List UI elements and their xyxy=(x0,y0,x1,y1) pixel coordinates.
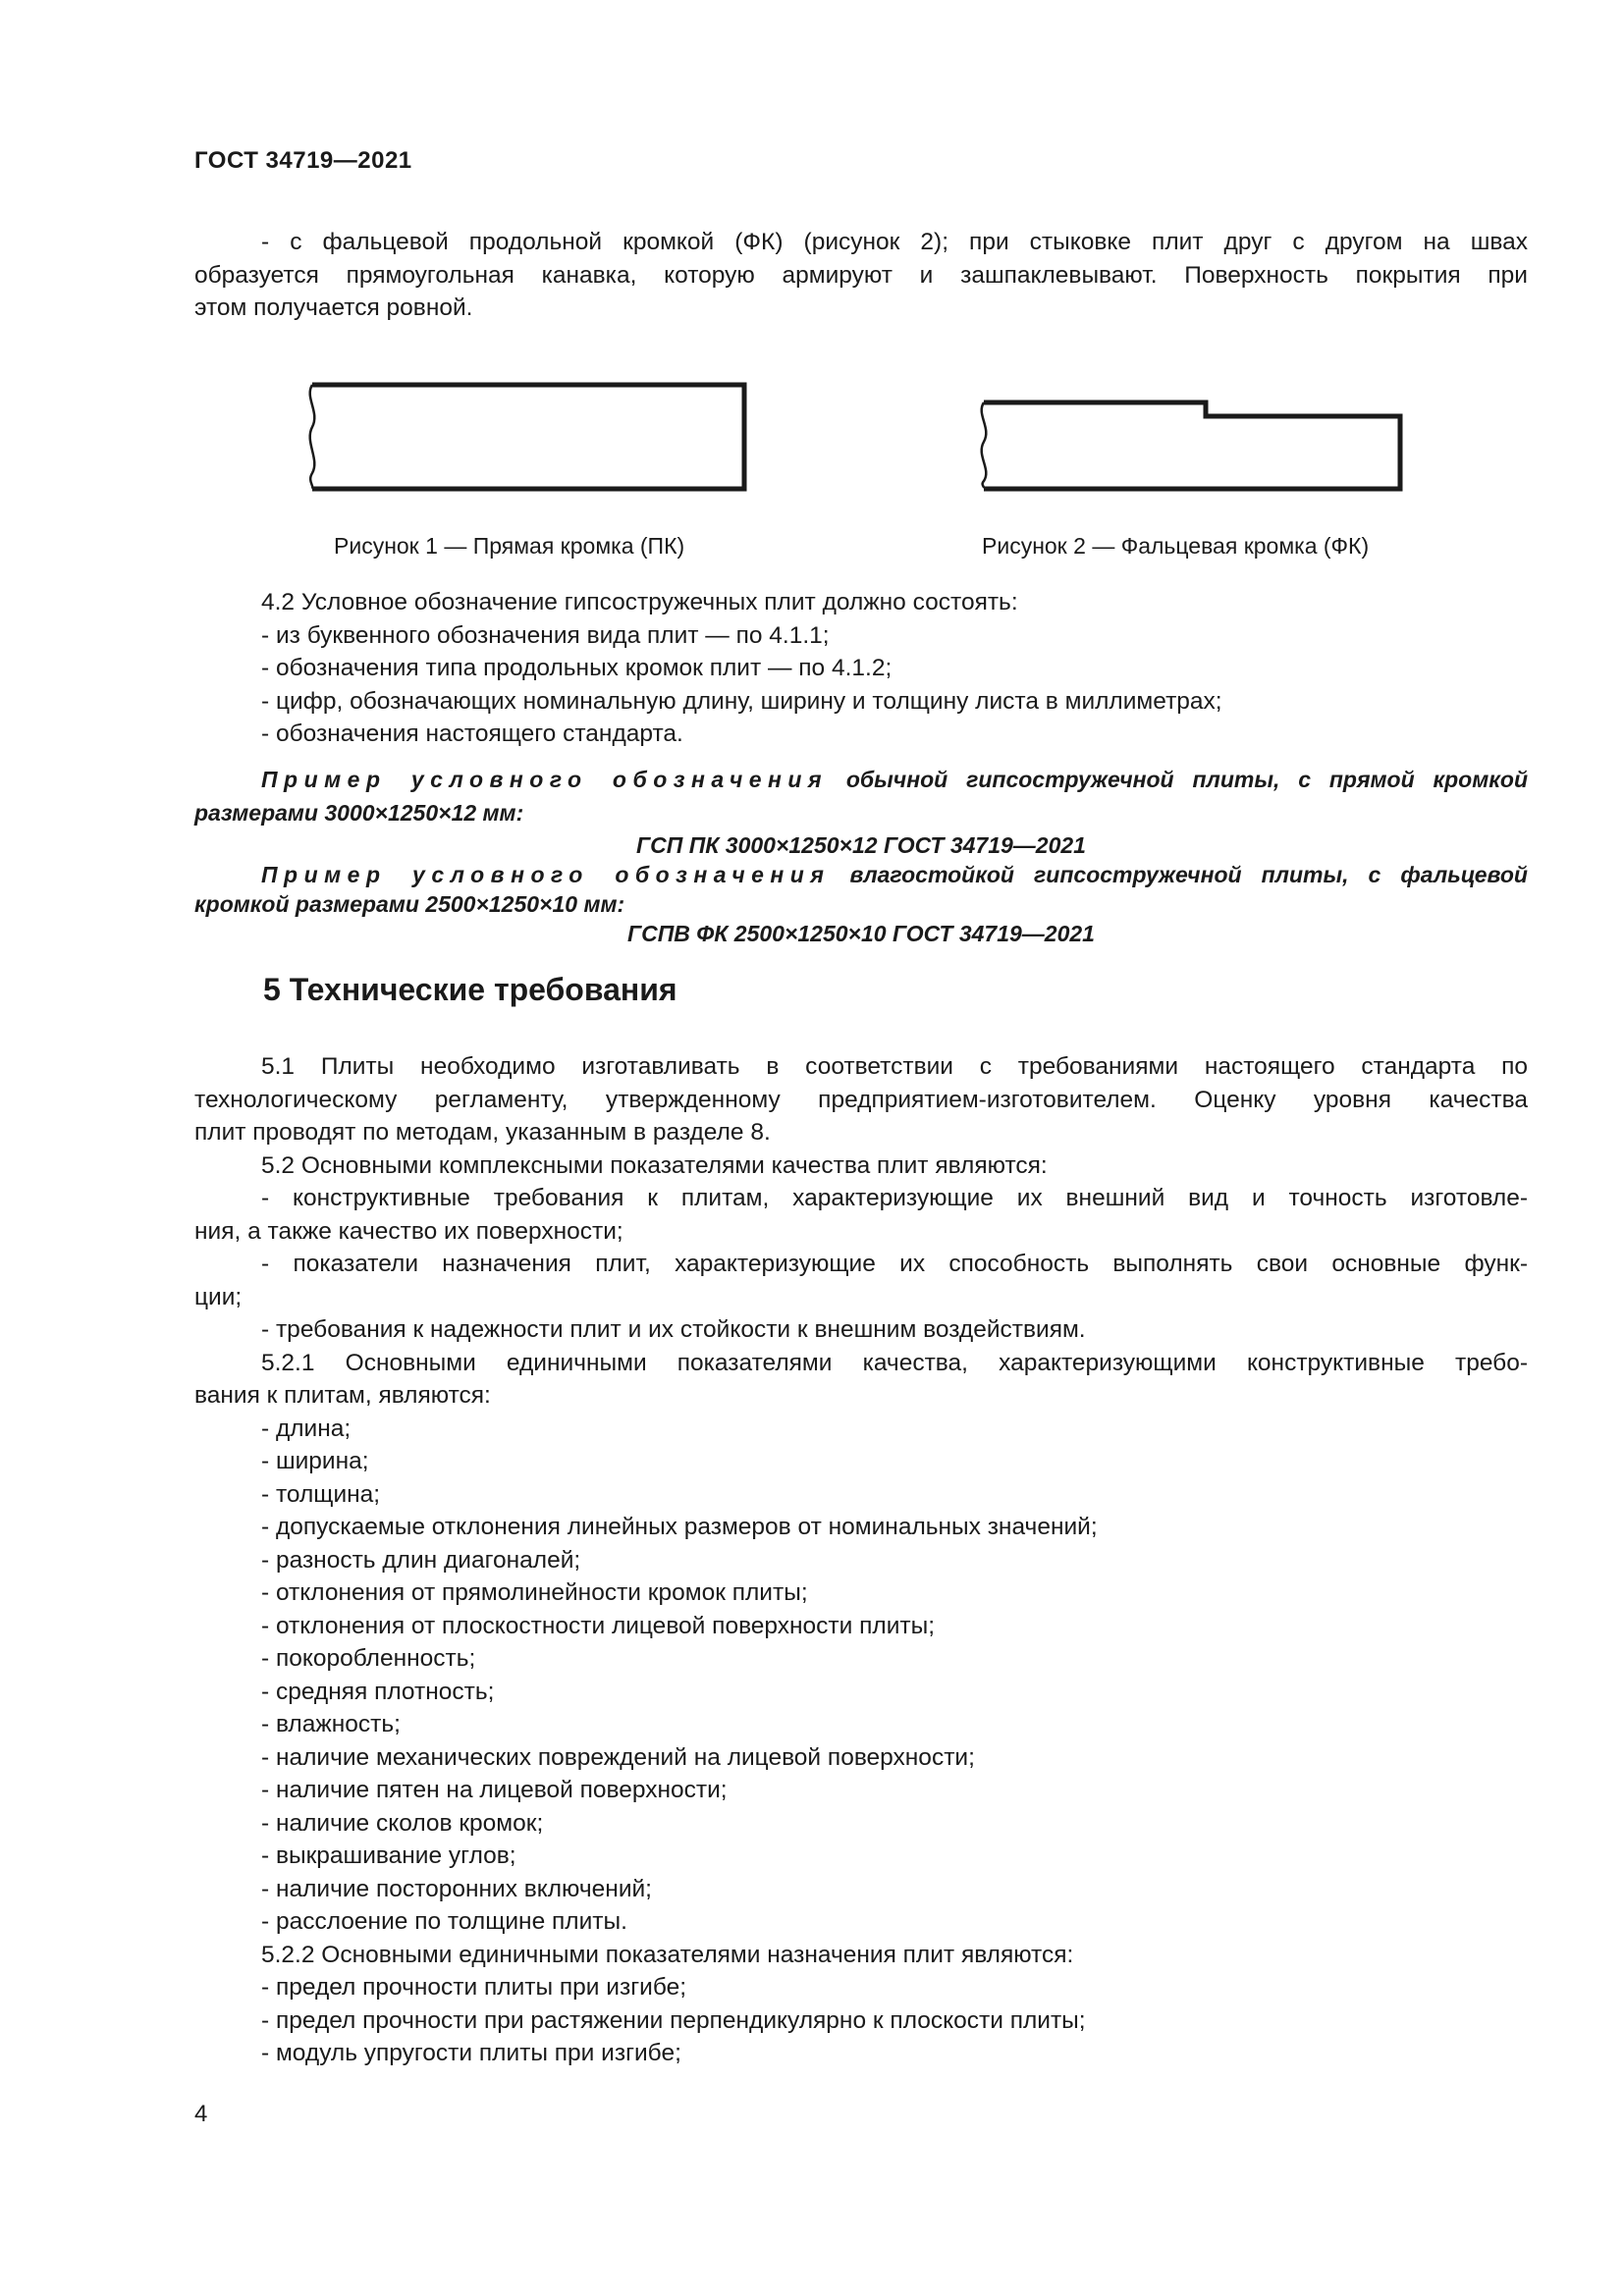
body-line: 5.1 Плиты необходимо изготавливать в соответствии с требованиями настоящего стандарта по xyxy=(261,1053,1528,1080)
body-line: - предел прочности плиты при изгибе; xyxy=(261,1974,687,2001)
body-line: - предел прочности при растяжении перпендикулярно к плоскости плиты; xyxy=(261,2006,1086,2034)
body-line: - наличие механических повреждений на лицевой поверхности; xyxy=(261,1743,975,1771)
body-line: - конструктивные требования к плитам, характеризующие их внешний вид и точность изготовле- xyxy=(261,1185,1528,1211)
body-line: ния, а также качество их поверхности; xyxy=(194,1217,623,1245)
body-line: плит проводят по методам, указанным в разделе 8. xyxy=(194,1119,771,1146)
list-item: - обозначения настоящего стандарта. xyxy=(261,721,683,747)
body-line: ции; xyxy=(194,1283,243,1310)
body-line: технологическому регламенту, утвержденному предприятием-изготовителем. Оценку уровня качества xyxy=(194,1086,1528,1113)
example-1-line-1 xyxy=(194,764,1528,797)
body-line: - показатели назначения плит, характеризующие их способность выполнять свои основные функ- xyxy=(261,1251,1528,1277)
body-line: 5.2 Основными комплексными показателями качества плит являются: xyxy=(261,1151,1048,1179)
document-header: ГОСТ 34719—2021 xyxy=(194,147,412,174)
figure-2-break-line xyxy=(982,402,987,489)
body-line: - требования к надежности плит и их стойкости к внешним воздействиям. xyxy=(261,1316,1086,1343)
example-2-designation: ГСПВ ФК 2500×1250×10 ГОСТ 34719—2021 xyxy=(627,921,1095,946)
body-line: - толщина; xyxy=(261,1480,381,1508)
example-1-designation: ГСП ПК 3000×1250×12 ГОСТ 34719—2021 xyxy=(636,832,1086,858)
body-line: - ширина; xyxy=(261,1448,369,1474)
list-item: - из буквенного обозначения вида плит — по 4.1.1; xyxy=(261,621,830,649)
example-2-text: влагостойкой гипсостружечной плиты, с фальцевой xyxy=(830,862,1528,887)
body-line: - наличие пятен на лицевой поверхности; xyxy=(261,1777,728,1803)
example-1 xyxy=(194,764,1528,863)
body-line: 5.2.1 Основными единичными показателями качества, характеризующими конструктивные требо- xyxy=(261,1349,1528,1376)
body-line: - влажность; xyxy=(261,1711,401,1737)
example-2 xyxy=(194,860,1528,948)
intro-line: этом получается ровной. xyxy=(194,294,473,321)
figure-2-outline xyxy=(984,402,1400,489)
list-item: - обозначения типа продольных кромок плит — по 4.1.2; xyxy=(261,655,893,681)
list-item: - цифр, обозначающих номинальную длину, ширину и толщину листа в миллиметрах; xyxy=(261,687,1222,715)
example-1-label: Пример условного обозначения xyxy=(261,767,829,792)
example-2-line-1 xyxy=(194,860,1528,889)
body-line: - разность длин диагоналей; xyxy=(261,1546,581,1574)
body-line: - отклонения от плоскостности лицевой поверхности плиты; xyxy=(261,1612,936,1639)
page-number: 4 xyxy=(194,2101,208,2127)
section-5-body xyxy=(194,1050,1528,2070)
body-line: - расслоение по толщине плиты. xyxy=(261,1908,627,1935)
figure-2-caption: Рисунок 2 — Фальцевая кромка (ФК) xyxy=(982,533,1370,559)
body-line: - отклонения от прямолинейности кромок плиты; xyxy=(261,1579,808,1606)
example-2-label: Пример условного обозначения xyxy=(261,862,831,887)
figure-1-straight-edge xyxy=(0,0,1624,589)
body-line: - наличие сколов кромок; xyxy=(261,1809,544,1837)
body-line: - допускаемые отклонения линейных размеров от номинальных значений; xyxy=(261,1514,1098,1540)
figure-1-outline xyxy=(312,385,744,489)
body-line: 5.2.2 Основными единичными показателями назначения плит являются: xyxy=(261,1941,1074,1968)
section-4-2-title: 4.2 Условное обозначение гипсостружечных плит должно состоять: xyxy=(261,589,1018,615)
section-4-2 xyxy=(194,586,1528,751)
figure-1-caption: Рисунок 1 — Прямая кромка (ПК) xyxy=(334,533,685,559)
example-1-line-2: размерами 3000×1250×12 мм: xyxy=(194,799,524,826)
body-line: - выкрашивание углов; xyxy=(261,1842,516,1869)
example-2-line-2: кромкой размерами 2500×1250×10 мм: xyxy=(194,891,625,917)
figure-1-break-line xyxy=(310,385,315,489)
body-line: - наличие посторонних включений; xyxy=(261,1875,652,1902)
body-line: вания к плитам, являются: xyxy=(194,1382,491,1409)
section-5-heading: 5 Технические требования xyxy=(263,972,677,1007)
body-line: - покоробленность; xyxy=(261,1645,476,1672)
body-line: - длина; xyxy=(261,1415,352,1442)
example-1-text: обычной гипсостружечной плиты, с прямой кромкой xyxy=(828,767,1528,792)
intro-line: образуется прямоугольная канавка, которую армируют и зашпаклевывают. Поверхность покрытия при xyxy=(194,261,1528,289)
body-line: - модуль упругости плиты при изгибе; xyxy=(261,2040,681,2066)
body-line: - средняя плотность; xyxy=(261,1678,495,1705)
intro-line: - с фальцевой продольной кромкой (ФК) (рисунок 2); при стыковке плит друг с другом на швах xyxy=(261,229,1528,255)
